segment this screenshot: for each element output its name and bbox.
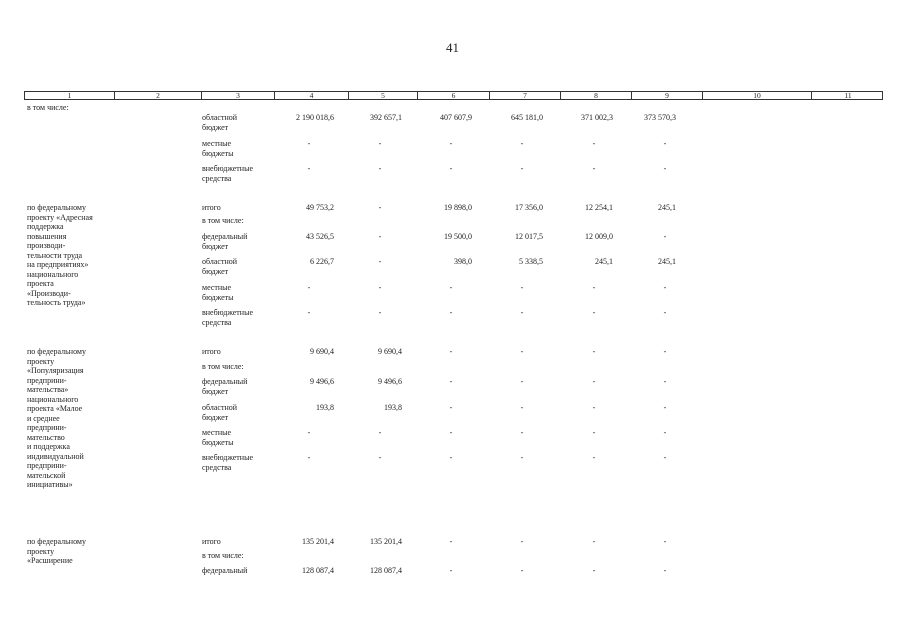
column-header-4: 4 (274, 92, 348, 99)
table-cell-dash: - (592, 453, 596, 462)
table-cell-value: 17 356,0 (515, 203, 543, 212)
table-cell-value: 645 181,0 (511, 113, 543, 122)
row-group-title-line: проекту «Адресная (27, 212, 93, 222)
funding-source-label-line: средства (202, 462, 232, 472)
table-cell-value: 245,1 (658, 257, 676, 266)
row-group-title (27, 347, 86, 490)
row-group-title-line: проекту (27, 546, 55, 556)
funding-source-label (202, 377, 247, 396)
funding-source-label-line: федеральный (202, 377, 248, 386)
table-cell-dash: - (663, 537, 667, 546)
table-cell-dash: - (592, 428, 596, 437)
table-cell-dash: - (592, 347, 596, 356)
funding-source-label-line: местные (202, 428, 232, 437)
table-cell-dash: - (592, 537, 596, 546)
table-cell-dash: - (520, 537, 524, 546)
funding-source-label (202, 453, 253, 472)
funding-source-label-line: внебюджетные (202, 453, 253, 462)
funding-source-label-line: бюджеты (202, 292, 234, 302)
row-group-title-line: предприни- (27, 423, 67, 432)
funding-source-label-line: бюджет (202, 266, 229, 276)
funding-source-label (202, 566, 247, 576)
table-cell-dash: - (449, 164, 453, 173)
table-cell-dash: - (449, 453, 453, 462)
table-cell-dash: - (307, 283, 311, 292)
table-cell-dash: - (449, 403, 453, 412)
row-group-title-line: в том числе: (27, 103, 69, 112)
table-cell-dash: - (378, 308, 382, 317)
table-cell-dash: - (592, 283, 596, 292)
table-cell-dash: - (307, 308, 311, 317)
row-group-title-line: производи- (27, 241, 66, 250)
funding-source-label (202, 428, 234, 447)
table-cell-value: 193,8 (384, 403, 402, 412)
table-cell-value: 407 607,9 (440, 113, 472, 122)
row-group-title-line: мательства» (27, 385, 69, 394)
table-cell-value: 193,8 (316, 403, 334, 412)
funding-source-label-line: внебюджетные (202, 308, 253, 317)
funding-source-label (202, 283, 234, 302)
row-group-title-line: предприни- (27, 461, 67, 470)
table-cell-dash: - (307, 453, 311, 462)
table-cell-dash: - (449, 283, 453, 292)
funding-source-label-line: в том числе: (202, 216, 244, 225)
funding-source-label-line: областной (202, 113, 238, 122)
funding-source-label (202, 232, 247, 251)
column-header-2: 2 (114, 92, 201, 99)
funding-source-label-line: местные (202, 139, 232, 148)
table-cell-value: 9 690,4 (378, 347, 402, 356)
column-header-1: 1 (67, 91, 72, 100)
table-cell-dash: - (663, 377, 667, 386)
funding-source-label-line: местные (202, 283, 232, 292)
table-cell-dash: - (449, 308, 453, 317)
table-cell-value: 12 009,0 (585, 232, 613, 241)
table-cell-dash: - (663, 428, 667, 437)
table-cell-dash: - (663, 232, 667, 241)
table-cell-dash: - (663, 453, 667, 462)
table-cell-value: 6 226,7 (310, 257, 334, 266)
page-number: 41 (446, 40, 459, 55)
table-cell-value: 19 898,0 (444, 203, 472, 212)
table-cell-value: 12 017,5 (515, 232, 543, 241)
table-cell-dash: - (378, 232, 382, 241)
table-cell-dash: - (663, 164, 667, 173)
table-cell-dash: - (378, 164, 382, 173)
table-cell-dash: - (592, 377, 596, 386)
column-header-5: 5 (348, 92, 417, 99)
funding-source-label (202, 257, 237, 276)
table-cell-value: 9 496,6 (310, 377, 334, 386)
table-cell-value: 135 201,4 (370, 537, 402, 546)
row-group-title-line: «Популяризация (27, 366, 84, 375)
row-group-title-line: на предприятиях» (27, 260, 89, 269)
row-group-title-line: тельность труда» (27, 298, 86, 307)
table-cell-dash: - (663, 283, 667, 292)
table-cell-dash: - (592, 308, 596, 317)
table-cell-dash: - (378, 283, 382, 292)
table-cell-value: 373 570,3 (644, 113, 676, 122)
funding-source-label (202, 347, 221, 357)
table-cell-value: 5 338,5 (519, 257, 543, 266)
table-cell-value: 371 002,3 (581, 113, 613, 122)
funding-source-label-line: бюджет (202, 386, 229, 396)
funding-source-label (202, 203, 221, 213)
funding-source-label-line: итого (202, 347, 221, 356)
table-cell-value: 2 190 018,6 (296, 113, 334, 122)
table-cell-dash: - (520, 164, 524, 173)
funding-source-label (202, 113, 237, 132)
table-cell-dash: - (378, 428, 382, 437)
table-cell-value: 392 657,1 (370, 113, 402, 122)
table-cell-dash: - (378, 139, 382, 148)
table-cell-dash: - (520, 453, 524, 462)
table-cell-dash: - (449, 428, 453, 437)
table-cell-dash: - (663, 566, 667, 575)
row-group-title-line: повышения (27, 231, 67, 241)
table-cell-value: 128 087,4 (302, 566, 334, 575)
funding-source-label (202, 308, 253, 327)
funding-source-label-line: в том числе: (202, 362, 244, 371)
funding-source-label-line: бюджет (202, 412, 229, 422)
column-header-11: 11 (811, 92, 884, 99)
funding-source-label (202, 164, 253, 183)
row-group-title-line: предприни- (27, 375, 67, 385)
row-group-title-line: тельности труда (27, 250, 83, 260)
funding-source-label (202, 551, 244, 561)
table-cell-dash: - (378, 453, 382, 462)
funding-source-label-line: итого (202, 537, 221, 546)
table-cell-dash: - (592, 403, 596, 412)
funding-source-label-line: федеральный (202, 566, 248, 575)
table-cell-dash: - (307, 139, 311, 148)
funding-source-label-line: в том числе: (202, 551, 244, 560)
row-group-title-line: национального (27, 269, 79, 279)
funding-source-label-line: бюджеты (202, 148, 234, 158)
funding-source-label-line: федеральный (202, 232, 248, 241)
row-group-title (27, 537, 86, 566)
row-group-title (27, 103, 69, 113)
table-cell-dash: - (449, 377, 453, 386)
column-header-7: 7 (489, 92, 560, 99)
row-group-title-line: «Производи- (27, 288, 71, 298)
table-cell-dash: - (449, 347, 453, 356)
funding-source-label-line: бюджеты (202, 437, 234, 447)
funding-source-label-line: бюджет (202, 122, 229, 132)
table-cell-value: 9 496,6 (378, 377, 402, 386)
table-cell-dash: - (449, 537, 453, 546)
funding-source-label-line: областной (202, 403, 238, 412)
table-cell-dash: - (520, 428, 524, 437)
table-cell-value: 49 753,2 (306, 203, 334, 212)
table-cell-value: 128 087,4 (370, 566, 402, 575)
table-cell-dash: - (520, 283, 524, 292)
column-header-8: 8 (560, 92, 631, 99)
funding-source-label (202, 537, 221, 547)
row-group-title-line: проекта «Малое (27, 404, 83, 413)
table-cell-dash: - (592, 139, 596, 148)
table-cell-dash: - (449, 139, 453, 148)
row-group-title-line: индивидуальной (27, 451, 84, 461)
row-group-title-line: и поддержка (27, 442, 70, 451)
row-group-title-line: мательство (27, 432, 65, 442)
row-group-title-line: по федеральному (27, 203, 86, 212)
table-cell-dash: - (520, 377, 524, 386)
table-cell-dash: - (378, 203, 382, 212)
row-group-title-line: инициативы» (27, 480, 73, 489)
row-group-title-line: мательской (27, 470, 66, 480)
row-group-title-line: по федеральному (27, 347, 86, 356)
column-header-10: 10 (702, 92, 811, 99)
table-cell-value: 245,1 (595, 257, 613, 266)
table-cell-dash: - (520, 566, 524, 575)
row-group-title-line: поддержка (27, 222, 64, 231)
table-header-row (24, 91, 883, 100)
table-cell-value: 9 690,4 (310, 347, 334, 356)
table-cell-dash: - (520, 403, 524, 412)
table-cell-dash: - (663, 403, 667, 412)
table-cell-dash: - (520, 347, 524, 356)
row-group-title-line: «Расширение (27, 556, 73, 565)
table-cell-value: 43 526,5 (306, 232, 334, 241)
funding-source-label (202, 403, 237, 422)
funding-source-label-line: средства (202, 173, 232, 183)
column-header-6: 6 (417, 92, 489, 99)
table-cell-dash: - (663, 139, 667, 148)
row-group-title-line: национального (27, 394, 79, 404)
table-cell-dash: - (663, 347, 667, 356)
row-group-title-line: проекта (27, 279, 54, 288)
table-cell-dash: - (592, 164, 596, 173)
funding-source-label-line: внебюджетные (202, 164, 253, 173)
table-cell-value: 19 500,0 (444, 232, 472, 241)
table-cell-value: 135 201,4 (302, 537, 334, 546)
table-cell-value: 12 254,1 (585, 203, 613, 212)
funding-source-label (202, 139, 234, 158)
table-cell-dash: - (592, 566, 596, 575)
row-group-title-line: и среднее (27, 413, 60, 423)
table-cell-dash: - (449, 566, 453, 575)
row-group-title-line: проекту (27, 356, 55, 366)
column-header-9: 9 (631, 92, 702, 99)
table-cell-value: 398,0 (454, 257, 472, 266)
funding-source-label (202, 362, 244, 372)
funding-source-label-line: итого (202, 203, 221, 212)
funding-source-label-line: средства (202, 317, 232, 327)
funding-source-label-line: бюджет (202, 241, 229, 251)
table-cell-dash: - (307, 428, 311, 437)
row-group-title-line: по федеральному (27, 537, 86, 546)
funding-source-label-line: областной (202, 257, 238, 266)
funding-source-label (202, 216, 244, 226)
table-cell-dash: - (663, 308, 667, 317)
table-cell-value: 245,1 (658, 203, 676, 212)
table-cell-dash: - (307, 164, 311, 173)
table-cell-dash: - (520, 139, 524, 148)
table-cell-dash: - (378, 257, 382, 266)
column-header-3: 3 (201, 92, 274, 99)
row-group-title (27, 203, 93, 308)
table-cell-dash: - (520, 308, 524, 317)
